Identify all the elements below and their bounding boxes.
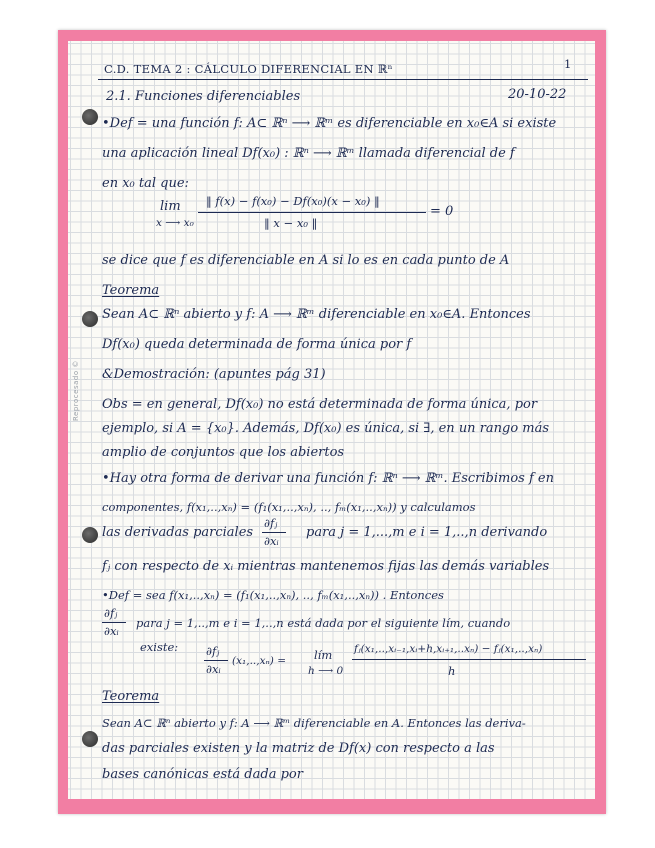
- binder-hole-icon: [82, 311, 98, 327]
- theorem-text: bases canónicas está dada por: [102, 767, 303, 782]
- text-line: para j = 1,..,m e i = 1,..,n está dada por el siguiente lím, cuando: [136, 616, 511, 630]
- partial-denominator: ∂xᵢ: [104, 624, 119, 638]
- partial-denominator: ∂xᵢ: [264, 534, 279, 548]
- formula-args: (x₁,..,xₙ) =: [232, 655, 286, 667]
- theorem-heading: Teorema: [102, 689, 160, 704]
- theorem-text: Sean A⊂ ℝⁿ abierto y f: A ⟶ ℝᵐ diferenciable en x₀∈A. Entonces: [102, 307, 531, 322]
- course-title: C.D. TEMA 2 : CÁLCULO DIFERENCIAL EN ℝⁿ: [104, 62, 393, 76]
- theorem-heading: Teorema: [102, 283, 160, 298]
- text-line: componentes, f(x₁,..,xₙ) = (f₁(x₁,..,xₙ), .., fₘ(x₁,..,xₙ)) y calculamos: [102, 500, 476, 514]
- fraction-numerator: fⱼ(x₁,..,xᵢ₋₁,xᵢ+h,xᵢ₊₁,..xₙ) − fⱼ(x₁,..,xₙ): [354, 643, 543, 655]
- section-title: 2.1. Funciones diferenciables: [106, 89, 301, 104]
- graph-paper-sheet: [68, 41, 595, 799]
- text-line: una aplicación lineal Df(x₀) : ℝⁿ ⟶ ℝᵐ llamada diferencial de f: [102, 146, 515, 161]
- theorem-text: das parciales existen y la matriz de Df(x) con respecto a las: [102, 741, 495, 756]
- observation-line: Obs = en general, Df(x₀) no está determinada de forma única, por: [102, 397, 538, 412]
- limit-symbol: lim: [160, 199, 181, 214]
- scanner-watermark: Reprocesado ©: [72, 360, 80, 421]
- partial-numerator: ∂fⱼ: [104, 606, 118, 620]
- binder-hole-icon: [82, 731, 98, 747]
- definition-line: •Def = sea f(x₁,..,xₙ) = (f₁(x₁,..,xₙ), .., fₘ(x₁,..,xₙ)) . Entonces: [102, 588, 444, 602]
- text-line: amplio de conjuntos que los abiertos: [102, 445, 345, 460]
- fraction-denominator: ‖ x − x₀ ‖: [264, 216, 318, 230]
- fraction-numerator: ‖ f(x) − f(x₀) − Df(x₀)(x − x₀) ‖: [206, 194, 380, 208]
- text-line: para j = 1,...,m e i = 1,..,n derivando: [306, 525, 548, 540]
- partial-numerator: ∂fⱼ: [264, 516, 278, 530]
- limit-subscript: h ⟶ 0: [308, 665, 344, 677]
- text-line: las derivadas parciales: [102, 525, 254, 540]
- fraction-bar: [198, 212, 426, 213]
- text-line: ejemplo, si A = {x₀}. Además, Df(x₀) es única, si ∃, en un rango más: [102, 421, 550, 436]
- limit-symbol: lím: [314, 648, 333, 662]
- formula-equals: = 0: [430, 204, 454, 219]
- limit-subscript: x ⟶ x₀: [156, 217, 194, 229]
- page-number: 1: [564, 57, 572, 71]
- text-line: se dice que f es diferenciable en A si lo es en cada punto de A: [102, 253, 510, 268]
- text-line: fⱼ con respecto de xᵢ mientras mantenemos fijas las demás variables: [102, 559, 550, 574]
- text-line: existe:: [140, 640, 179, 654]
- page-header: [90, 50, 590, 80]
- definition-line: •Def = una función f: A⊂ ℝⁿ ⟶ ℝᵐ es diferenciable en x₀∈A si existe: [102, 116, 557, 131]
- partial-numerator: ∂fⱼ: [206, 644, 220, 658]
- header-rule: [98, 79, 588, 80]
- text-line: •Hay otra forma de derivar una función f: ℝⁿ ⟶ ℝᵐ. Escribimos f en: [102, 471, 554, 486]
- binder-hole-icon: [82, 527, 98, 543]
- theorem-text: Df(x₀) queda determinada de forma única por f: [102, 337, 412, 352]
- text-line: en x₀ tal que:: [102, 176, 189, 191]
- partial-denominator: ∂xᵢ: [206, 662, 221, 676]
- fraction-denominator: h: [448, 664, 456, 678]
- fraction-bar: [352, 659, 586, 660]
- notebook-page: [58, 30, 606, 814]
- binder-hole-icon: [82, 109, 98, 125]
- section-date: 20-10-22: [508, 87, 567, 102]
- theorem-text: Sean A⊂ ℝⁿ abierto y f: A ⟶ ℝᵐ diferenciable en A. Entonces las deriva-: [102, 716, 526, 730]
- proof-reference: &Demostración: (apuntes pág 31): [102, 367, 326, 382]
